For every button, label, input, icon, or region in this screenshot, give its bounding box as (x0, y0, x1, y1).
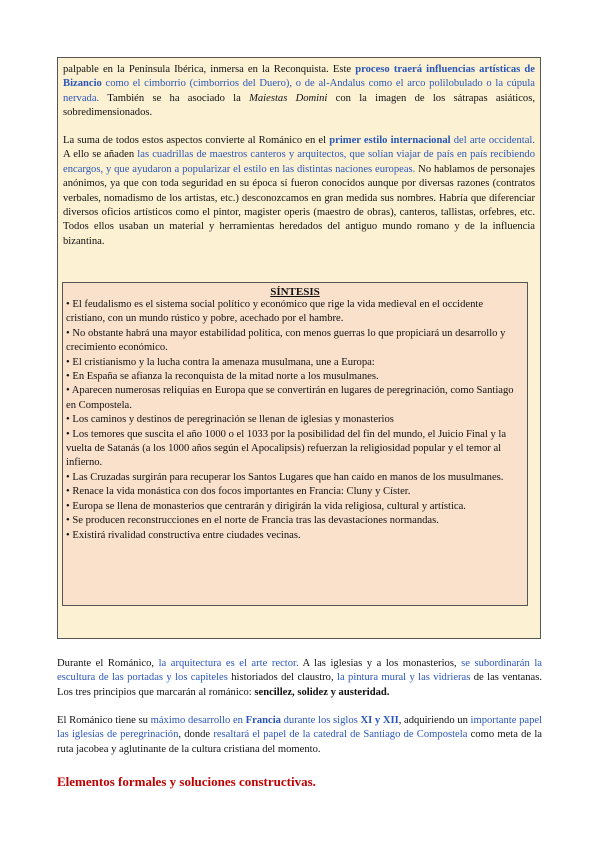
text-run: A las iglesias y a los monasterios, (298, 658, 462, 669)
text-run: XI y XII (360, 715, 399, 726)
text-run: máximo desarrollo en (150, 715, 246, 726)
synthesis-item: • Los temores que suscita el año 1000 o el 1033 por la posibilidad del fin del mundo, el Juicio Final y la vuelta de Satanás (a los 1000 años según el Apocalipsis) refuerzan la religiosidad popular y el temor al infierno. (66, 428, 507, 469)
text-run: El Románico tiene su (57, 715, 151, 726)
text-run: de las ventanas. Los tres principios que marcarán al románico: (57, 672, 542, 698)
synthesis-item: • Europa se llena de monasterios que centrarán y dirigirán la vida religiosa, cultural y artística. (66, 500, 466, 512)
text-run: del arte occidental. (450, 135, 536, 146)
text-run: durante los siglos (280, 715, 361, 726)
text-run: historiados del claustro, (227, 672, 337, 684)
text-run: No hablamos de personajes anónimos, ya que con toda seguridad en su época sí fueron conocidos aunque por diversas razones (contratos verbales, nomadismo de los artistas, etc.) desconozcamos en gran medida sus nombres. Habría que diferenciar diversos oficios artísticos como el pintor, magister operis (maestro de obras), canteros, tallistas, orfebres, etc. Todos ellos usaban un material y herramientas heredados del antiguo mundo romano y de la influencia bizantina. (63, 163, 535, 247)
synthesis-item: • No obstante habrá una mayor estabilidad política, con menos guerras lo que propiciará un desarrollo y crecimiento económico. (66, 327, 506, 354)
synthesis-list (66, 298, 516, 543)
text-run: palpable en la Península Ibérica, inmersa en la Reconquista. Este (63, 64, 356, 75)
text-run: se subordinarán la escultura de las portadas y los capiteles (57, 658, 542, 684)
synthesis-item: • Aparecen numerosas reliquias en Europa que se convertirán en lugares de peregrinación, como Santiago en Compostela. (66, 385, 514, 411)
text-run: la arquitectura es el arte rector. (158, 658, 299, 669)
intro-paragraph-2 (63, 134, 535, 249)
text-run: , adquiriendo un (398, 715, 471, 726)
text-run: La suma de todos estos aspectos convierte al Románico en el (63, 135, 330, 146)
section-heading: Elementos formales y soluciones constructivas. (57, 774, 316, 789)
text-run: resaltará el papel de la catedral de Santiago de Compostela (213, 729, 468, 741)
synthesis-item: • Las Cruzadas surgirán para recuperar los Santos Lugares que han caído en manos de los musulmanes. (66, 471, 504, 483)
synthesis-item: • El cristianismo y la lucha contra la amenaza musulmana, une a Europa: (66, 356, 375, 368)
text-run: También se ha asociado la (99, 92, 250, 104)
synthesis-item: • El feudalismo es el sistema social político y económico que rige la vida medieval en el occidente cristiano, con un mundo rústico y pobre, acechado por el hambre. (66, 299, 484, 325)
synthesis-item: • Existirá rivalidad constructiva entre ciudades vecinas. (66, 529, 301, 541)
synthesis-title: SÍNTESIS (270, 286, 320, 298)
body-paragraph-2 (57, 714, 542, 757)
text-run: A ello se añaden (63, 149, 138, 161)
text-run: las cuadrillas de maestros canteros y arquitectos, que solían viajar de país en país recibiendo encargos, y que ayudaron a popularizar el estilo en las distintas naciones europeas. (63, 149, 535, 175)
text-run: como meta de la ruta jacobea y aglutinante de la cultura cristiana del momento. (57, 729, 542, 755)
synthesis-item: • En España se afianza la reconquista de la mitad norte a los musulmanes. (66, 371, 379, 383)
text-run: con la imagen de los sátrapas asiáticos, sobredimensionados. (63, 92, 535, 119)
body-paragraph-1 (57, 657, 542, 700)
text-run: sencillez, solidez y austeridad. (254, 686, 390, 698)
text-run: Durante el Románico, (57, 658, 159, 669)
text-run: proceso traerá influencias artísticas de Bizancio (63, 64, 535, 90)
intro-paragraph-1 (63, 63, 535, 121)
synthesis-item: • Renace la vida monástica con dos focos importantes en Francia: Cluny y Císter. (66, 486, 411, 498)
text-run: importante papel las iglesias de peregrinación (57, 715, 543, 741)
text-run: Maiestas Domini (249, 92, 328, 104)
text-run: como el cimborrio (cimborrios del Duero), o de al-Andalus como el arco polilobulado o la cúpula nervada. (63, 78, 535, 104)
text-run: primer estilo internacional (329, 135, 451, 146)
text-run: la pintura mural y las vidrieras (337, 672, 471, 684)
synthesis-item: • Los caminos y destinos de peregrinación se llenan de iglesias y monasterios (66, 414, 394, 426)
text-run: Francia (245, 715, 281, 726)
synthesis-item: • Se producen reconstrucciones en el norte de Francia tras las devastaciones normandas. (66, 515, 439, 527)
text-run: , donde (178, 729, 214, 741)
